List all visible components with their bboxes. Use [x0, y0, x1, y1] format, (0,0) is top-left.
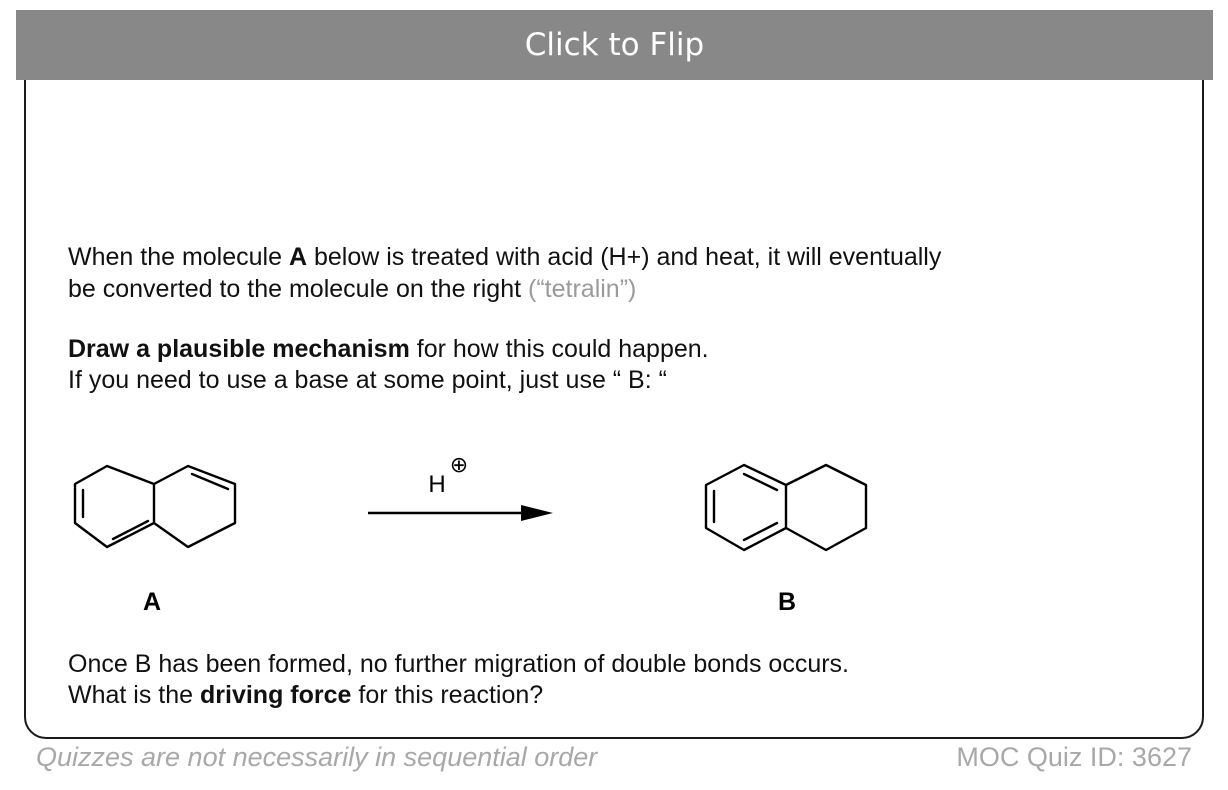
question-line-4: If you need to use a base at some point, just use “ B: “: [68, 366, 667, 394]
question-line-1: When the molecule A below is treated with acid (H+) and heat, it will eventually: [68, 243, 942, 271]
reaction-arrow: [368, 505, 553, 521]
question-line-3: Draw a plausible mechanism for how this could happen.: [68, 335, 709, 363]
question-line-5: Once B has been formed, no further migration of double bonds occurs.: [68, 650, 850, 678]
flip-label: Click to Flip: [524, 27, 705, 63]
label-b: B: [777, 588, 797, 616]
sequential-order-note: Quizzes are not necessarily in sequential order: [36, 742, 598, 772]
molecule-b-structure: [706, 465, 866, 550]
molecule-a-structure: [75, 466, 235, 547]
question-line-6: What is the driving force for this reaction?: [68, 681, 544, 709]
label-a: A: [142, 588, 162, 616]
tetralin-note: (“tetralin”): [528, 275, 637, 303]
quiz-id: MOC Quiz ID: 3627: [956, 742, 1192, 772]
reagent-h: H: [428, 471, 446, 498]
positive-charge-icon: ⊕: [449, 453, 469, 478]
question-line-2: be converted to the molecule on the right (“tetralin”): [68, 275, 637, 303]
